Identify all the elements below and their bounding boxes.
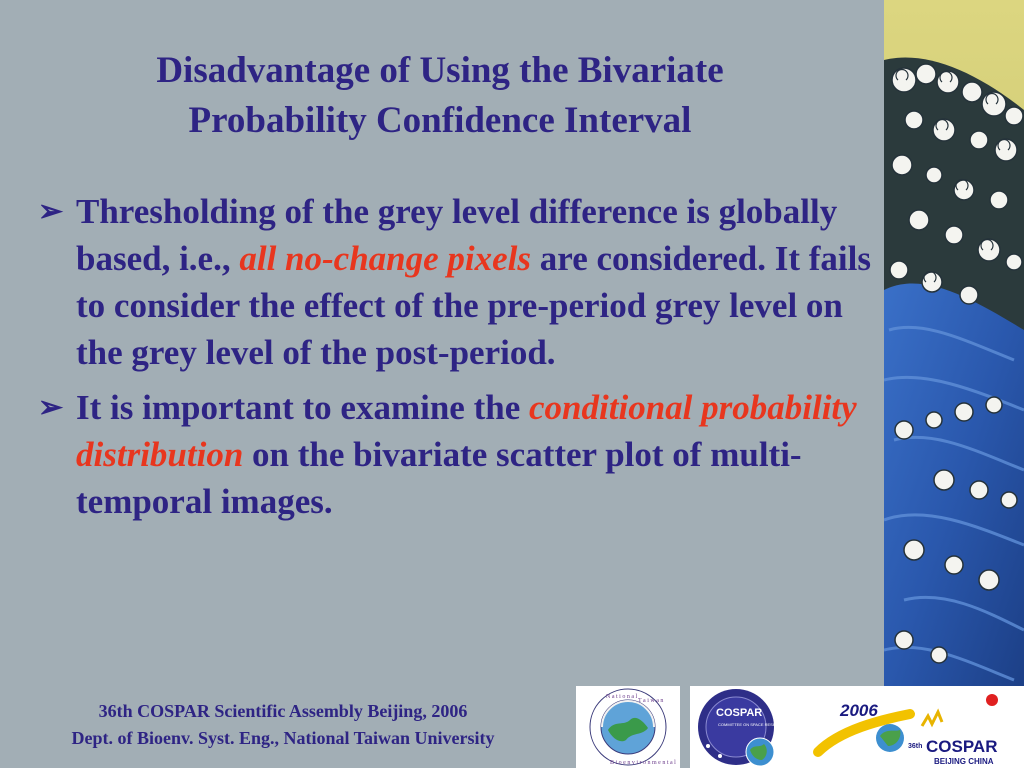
slide-footer [0,698,566,752]
bullet-text: Thresholding of the grey level difference is globally based, i.e., [76,192,838,278]
arrow-bullet-icon: ➢ [38,391,64,424]
bullet-emphasis: conditional probability distribution [76,388,857,474]
cospar-seal-icon [698,689,787,766]
footer-line-1: 36th COSPAR Scientific Assembly Beijing, 2006 [98,701,468,721]
wave-decoration [884,0,1024,690]
svg-text:2006: 2006 [840,701,878,720]
bullet-text: are considered. It fails to consider the effect of the pre-period grey level on the grey level of the post-period. [76,239,871,372]
title-line-2: Probability Confidence Interval [188,100,692,141]
svg-text:BEIJING CHINA: BEIJING CHINA [934,757,994,766]
svg-text:N a t i o n a l: N a t i o n a l [606,694,638,700]
svg-text:COMMITTEE ON SPACE RESEARCH: COMMITTEE ON SPACE RESEARCH [718,722,787,727]
bullet-item-1 [38,188,874,376]
arrow-bullet-icon: ➢ [38,195,64,228]
bullet-item-2 [38,384,874,525]
svg-text:COSPAR: COSPAR [926,737,998,756]
assembly-logo-icon [818,694,998,766]
ntu-logo [576,686,680,768]
svg-text:B i o e n v i r o n m e n t a: B i o e n v i r o n m e n t a l [610,760,676,766]
title-line-1: Disadvantage of Using the Bivariate [156,50,724,91]
bullet-emphasis: all no-change pixels [239,239,532,278]
svg-text:T a i w a n: T a i w a n [638,698,664,704]
slide-title [40,46,840,146]
bullet-text: on the bivariate scatter plot of multi-temporal images. [76,435,802,521]
bullet-list [38,188,874,533]
svg-text:COSPAR: COSPAR [716,707,763,719]
bullet-text: It is important to examine the [76,388,530,427]
footer-line-2: Dept. of Bioenv. Syst. Eng., National Taiwan University [71,728,495,748]
cospar-logos [690,686,1024,768]
svg-text:36th: 36th [908,743,923,750]
